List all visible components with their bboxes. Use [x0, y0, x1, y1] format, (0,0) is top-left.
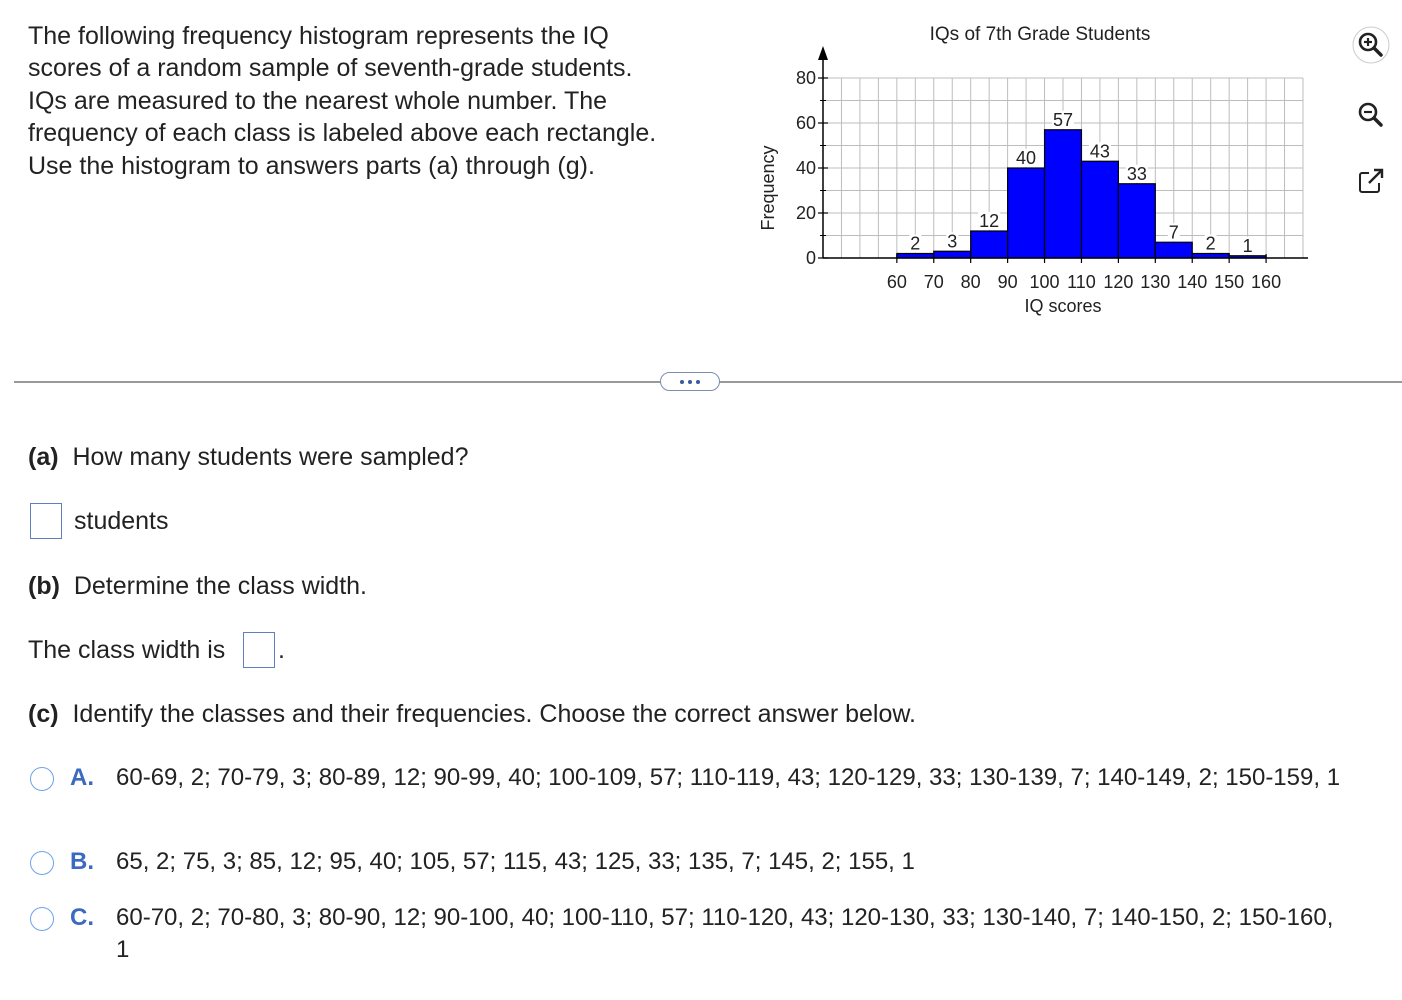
- option-b-text: 65, 2; 75, 3; 85, 12; 95, 40; 105, 57; 115, 43; 125, 33; 135, 7; 145, 2; 155, 1: [116, 848, 915, 875]
- histogram-bar: [1118, 184, 1155, 258]
- bar-value-label: 43: [1089, 141, 1110, 162]
- option-c-radio[interactable]: [30, 907, 54, 931]
- y-tick-label: 40: [795, 158, 816, 178]
- bar-value-label: 57: [1052, 109, 1074, 130]
- y-tick-label: 0: [805, 248, 816, 268]
- bar-value-label: 33: [1126, 163, 1147, 184]
- popout-icon[interactable]: [1352, 162, 1390, 200]
- x-tick-label: 110: [1067, 272, 1096, 292]
- bar-value-label: 1: [1242, 235, 1253, 256]
- x-tick-label: 70: [923, 272, 944, 292]
- histogram-bar: [934, 251, 971, 258]
- histogram-bar: [1008, 168, 1045, 258]
- problem-intro: The following frequency histogram represents the IQ scores of a random sample of seventh-grade students. IQs are measured to the nearest whole number. The frequency of each class is labeled above each rectangle. Use the histogram to answers parts (a) through (g).: [28, 22, 657, 180]
- bar-value-label: 2: [910, 233, 921, 254]
- option-b[interactable]: [30, 846, 1360, 880]
- class-width-answer-input[interactable]: [243, 632, 275, 668]
- bar-value-label: 7: [1168, 222, 1179, 243]
- students-unit-label: students: [74, 507, 169, 535]
- y-tick-label: 60: [795, 113, 816, 133]
- part-b-question: (b) Determine the class width.: [28, 572, 368, 600]
- zoom-in-icon[interactable]: [1352, 26, 1390, 64]
- x-tick-label: 130: [1140, 272, 1171, 292]
- more-dots-icon[interactable]: [660, 372, 720, 391]
- y-tick-label: 20: [795, 203, 816, 223]
- class-width-period: .: [278, 636, 285, 664]
- histogram-chart: [748, 20, 1308, 330]
- option-a[interactable]: [30, 762, 1360, 828]
- x-tick-label: 60: [886, 272, 907, 292]
- x-tick-label: 160: [1251, 272, 1282, 292]
- part-a-question: (a) How many students were sampled?: [28, 443, 469, 471]
- x-tick-label: 90: [997, 272, 1018, 292]
- option-c-text: 60-70, 2; 70-80, 3; 80-90, 12; 90-100, 40; 100-110, 57; 110-120, 43; 120-130, 33; 130-140, 7; 140-150, 2; 150-160, 1: [116, 904, 1334, 963]
- bar-value-label: 40: [1016, 148, 1037, 168]
- bar-value-label: 12: [979, 211, 1000, 231]
- y-axis-arrow: [818, 46, 828, 60]
- students-answer-input[interactable]: [30, 503, 62, 539]
- y-tick-label: 80: [795, 68, 816, 88]
- x-tick-label: 100: [1029, 272, 1060, 292]
- x-tick-label: 120: [1103, 272, 1134, 292]
- part-c-question: (c) Identify the classes and their frequencies. Choose the correct answer below.: [28, 700, 916, 728]
- histogram-bar: [971, 231, 1008, 258]
- bar-value-label: 2: [1205, 233, 1216, 254]
- histogram-bar: [1045, 130, 1082, 258]
- histogram-bar: [1155, 242, 1192, 258]
- option-b-radio[interactable]: [30, 851, 54, 875]
- class-width-prompt: The class width is: [28, 636, 226, 664]
- option-b-letter: B.: [70, 848, 94, 875]
- option-a-text: 60-69, 2; 70-79, 3; 80-89, 12; 90-99, 40; 100-109, 57; 110-119, 43; 120-129, 33; 130-139, 7; 140-149, 2; 150-159, 1: [116, 764, 1341, 791]
- option-a-letter: A.: [70, 764, 94, 791]
- x-tick-label: 150: [1214, 272, 1245, 292]
- x-tick-label: 140: [1177, 272, 1208, 292]
- option-a-radio[interactable]: [30, 767, 54, 791]
- option-c-letter: C.: [70, 904, 94, 931]
- histogram-bar: [1081, 161, 1118, 258]
- chart-title: IQs of 7th Grade Students: [929, 24, 1151, 45]
- x-tick-label: 80: [960, 272, 981, 292]
- bar-value-label: 3: [947, 231, 958, 252]
- y-axis-label: Frequency: [758, 145, 778, 231]
- x-axis-label: IQ scores: [1024, 296, 1102, 316]
- zoom-out-icon[interactable]: [1352, 96, 1390, 134]
- option-c[interactable]: [30, 902, 1360, 968]
